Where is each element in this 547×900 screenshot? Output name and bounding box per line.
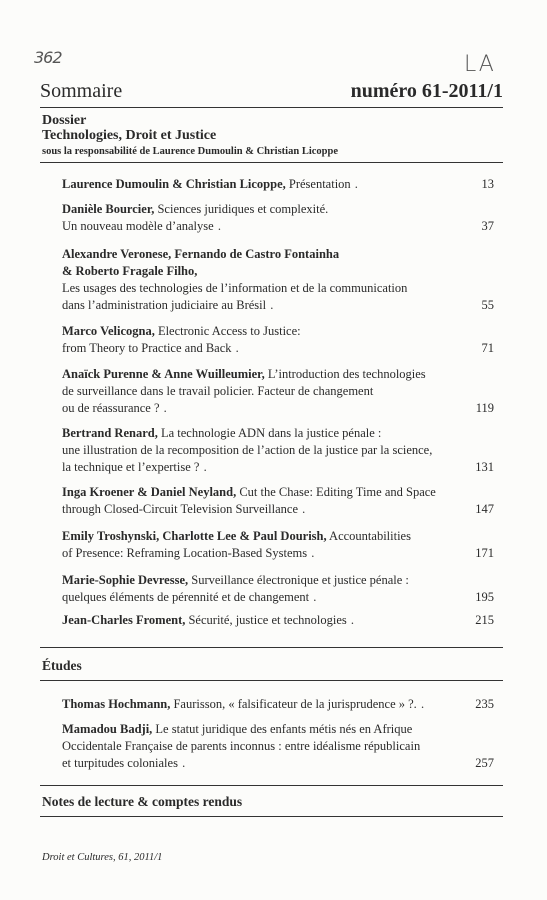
toc-author: Emily Troshynski, Charlotte Lee & Paul Dourish, [62,529,327,543]
leader-dots: . [266,298,275,312]
dossier-rule [40,162,503,163]
toc-page-number: 257 [475,756,494,770]
toc-entry [62,425,494,476]
handwritten-initials: LA [464,52,496,77]
dossier-label: Dossier [42,113,87,128]
leader-dots: . [199,460,208,474]
toc-title-line: de surveillance dans le travail policier. Facteur de changement [62,384,374,398]
toc-author: Danièle Bourcier, [62,202,155,216]
toc-author: Thomas Hochmann, [62,697,171,711]
toc-author: Anaïck Purenne & Anne Wuilleumier, [62,367,265,381]
toc-page-number: 215 [475,613,494,627]
toc-author: Mamadou Badji, [62,722,153,736]
toc-page-number: 195 [475,590,494,604]
etudes-heading: Études [42,658,82,673]
toc-title-line: L’introduction des technologies [267,367,426,381]
toc-title-line: from Theory to Practice and Back [62,341,232,355]
footer-citation: Droit et Cultures, 61, 2011/1 [42,852,163,863]
toc-page-number: 71 [481,341,494,355]
toc-page-number: 235 [475,697,494,711]
leader-dots: . [309,590,318,604]
notes-rule [40,785,503,786]
toc-entry [62,721,494,772]
toc-title-line: Un nouveau modèle d’analyse [62,219,214,233]
toc-title-line: ou de réassurance ? [62,401,160,415]
leader-dots: . [213,219,222,233]
toc-author: Laurence Dumoulin & Christian Licoppe, [62,177,286,191]
etudes-rule [40,680,503,681]
leader-dots: . [159,401,168,415]
toc-title-line: quelques éléments de pérennité et de changement [62,590,310,604]
toc-title-line: et turpitudes coloniales [62,756,178,770]
toc-entry [62,323,494,357]
notes-end-rule [40,816,503,817]
toc-author: Marie-Sophie Devresse, [62,573,189,587]
toc-title-line: La technologie ADN dans la justice pénale : [160,426,382,440]
toc-page-number: 55 [481,298,494,312]
toc-page-number: 13 [481,177,494,191]
toc-title-line: Accountabilities [329,529,411,543]
issue-number: numéro 61-2011/1 [350,80,503,102]
toc-entry [62,366,494,417]
toc-author: Jean-Charles Froment, [62,613,186,627]
toc-author: Inga Kroener & Daniel Neyland, [62,485,237,499]
toc-entry [62,201,494,235]
dossier-title: Technologies, Droit et Justice [42,128,217,143]
toc-title-line: la technique et l’expertise ? [62,460,200,474]
leader-dots: . [350,177,359,191]
toc-title-line: of Presence: Reframing Location-Based Systems [62,546,308,560]
toc-entry [62,572,494,606]
toc-entry [62,176,494,193]
leader-dots: . [298,502,307,516]
toc-title-line: Faurisson, « falsificateur de la jurisprudence » ?. [173,697,417,711]
toc-title-line: Sécurité, justice et technologies [188,613,347,627]
toc-title-line: Occidentale Française de parents inconnus : entre idéalisme républicain [62,739,421,753]
toc-title-line: Electronic Access to Justice: [157,324,301,338]
leader-dots: . [416,697,426,711]
toc-page-number: 171 [475,546,494,560]
dossier-subtitle: sous la responsabilité de Laurence Dumoulin & Christian Licoppe [42,146,338,157]
dossier-end-rule [40,647,503,648]
toc-title-line: dans l’administration judiciaire au Brésil [62,298,267,312]
leader-dots: . [231,341,240,355]
toc-title-line: Surveillance électronique et justice pénale : [191,573,409,587]
toc-author: Bertrand Renard, [62,426,158,440]
toc-author: Marco Velicogna, [62,324,155,338]
page-title: Sommaire [40,80,123,102]
leader-dots: . [307,546,316,560]
leader-dots: . [177,756,187,770]
handwritten-number: 362 [34,48,62,67]
toc-entry [62,696,494,713]
toc-title-line: through Closed-Circuit Television Surveillance [62,502,299,516]
toc-title-line: une illustration de la recomposition de l’action de la justice par la science, [62,443,433,457]
toc-entry [62,246,494,314]
leader-dots: . [346,613,356,627]
toc-title-line: Le statut juridique des enfants métis nés en Afrique [155,722,413,736]
toc-title-line: Cut the Chase: Editing Time and Space [239,485,436,499]
toc-page-number: 119 [475,401,494,415]
toc-page-number: 37 [481,219,494,233]
toc-page-number: 131 [475,460,494,474]
toc-entry [62,612,494,629]
toc-entry [62,484,494,518]
toc-author: Alexandre Veronese, Fernando de Castro Fontainha [62,247,340,261]
toc-entry [62,528,494,562]
notes-heading: Notes de lecture & comptes rendus [42,794,243,809]
toc-page-number: 147 [475,502,494,516]
toc-author-cont: & Roberto Fragale Filho, [62,264,198,278]
toc-title-line: Sciences juridiques et complexité. [157,202,329,216]
toc-title-line: Les usages des technologies de l’information et de la communication [62,281,408,295]
header-rule [40,107,503,108]
toc-title-line: Présentation [288,177,351,191]
